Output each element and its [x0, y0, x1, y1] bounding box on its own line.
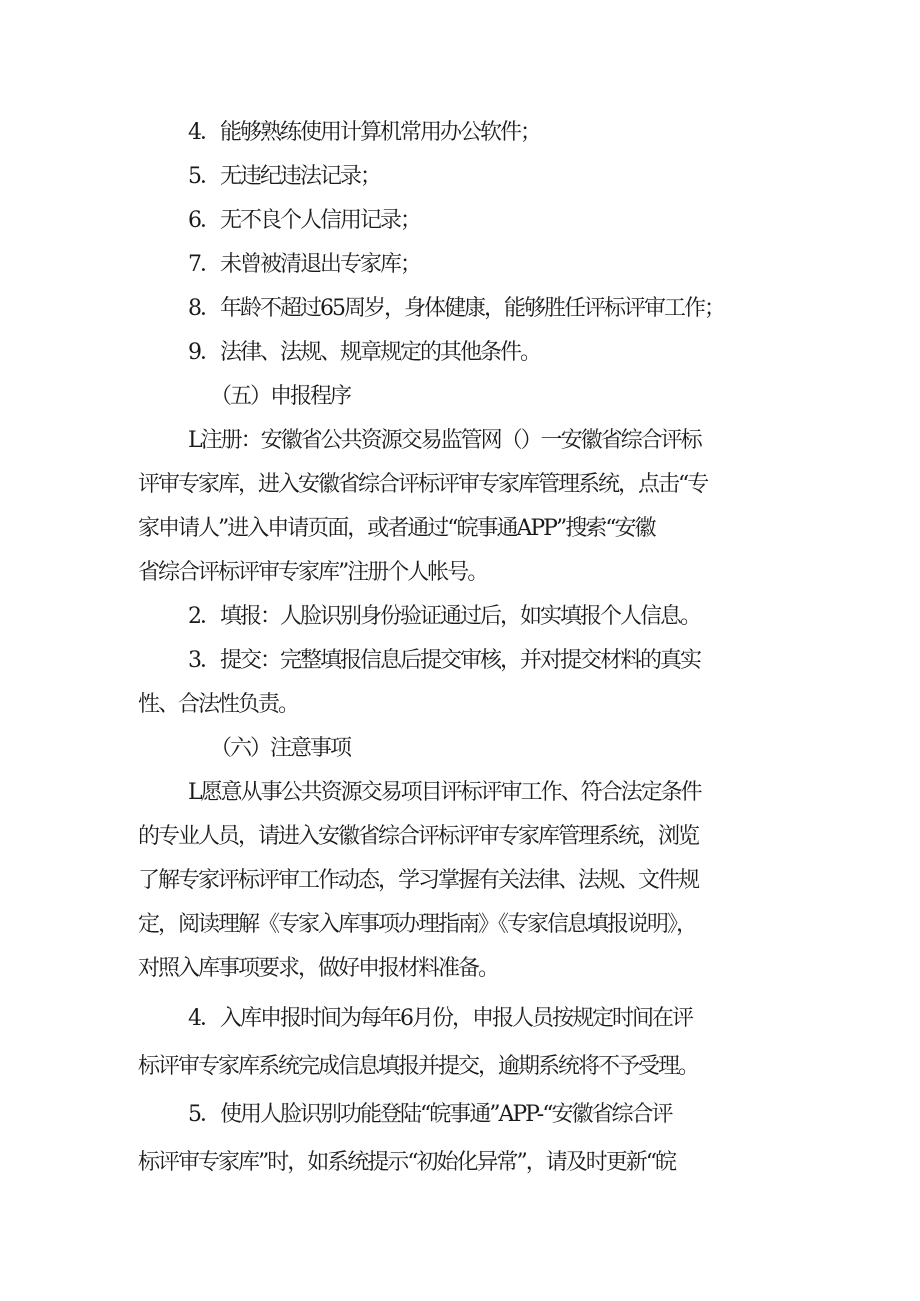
text-line: 7．未曾被清退出专家库； — [188, 252, 420, 277]
section-heading: （五）申报程序 — [210, 384, 351, 409]
text-line: 5．使用人脸识别功能登陆“皖事通”APP-“安徽省综合评 — [188, 1102, 672, 1127]
section-heading: （六）注意事项 — [210, 736, 351, 761]
text-line: 标评审专家库”时，如系统提示“初始化异常”，请及时更新“皖 — [138, 1150, 675, 1175]
text-line: 8．年龄不超过65周岁，身体健康，能够胜任评标评审工作； — [188, 296, 724, 321]
text-line: 了解专家评标评审工作动态，学习掌握有关法律、法规、文件规 — [138, 868, 699, 893]
text-line: 6．无不良个人信用记录； — [188, 208, 420, 233]
text-line: L注册：安徽省公共资源交易监管网（）一安徽省综合评标 — [188, 428, 701, 453]
text-line: 评审专家库，进入安徽省综合评标评审专家库管理系统，点击“专 — [138, 472, 708, 497]
text-line: 4．能够熟练使用计算机常用办公软件； — [188, 120, 540, 145]
text-line: 省综合评标评审专家库”注册个人帐号。 — [138, 560, 488, 585]
text-line: 性、合法性负责。 — [138, 692, 299, 717]
text-line: 对照入库事项要求，做好申报材料准备。 — [138, 956, 499, 981]
text-line: 4．入库申报时间为每年6月份，申报人员按规定时间在评 — [188, 1006, 692, 1031]
text-line: 5．无违纪违法记录； — [188, 164, 380, 189]
text-line: L愿意从事公共资源交易项目评标评审工作、符合法定条件 — [188, 780, 701, 805]
text-line: 9．法律、法规、规章规定的其他条件。 — [188, 340, 540, 365]
text-line: 3．提交：完整填报信息后提交审核，并对提交材料的真实 — [188, 648, 700, 673]
text-line: 的专业人员，请进入安徽省综合评标评审专家库管理系统，浏览 — [138, 824, 699, 849]
text-line: 标评审专家库系统完成信息填报并提交，逾期系统将不予受理。 — [138, 1054, 699, 1079]
text-line: 定，阅读理解《专家入库事项办理指南》《专家信息填报说明》， — [138, 912, 697, 937]
text-line: 家申请人”进入申请页面，或者通过“皖事通APP”搜索“安徽 — [138, 516, 655, 541]
text-line: 2．填报：人脸识别身份验证通过后，如实填报个人信息。 — [188, 604, 700, 629]
